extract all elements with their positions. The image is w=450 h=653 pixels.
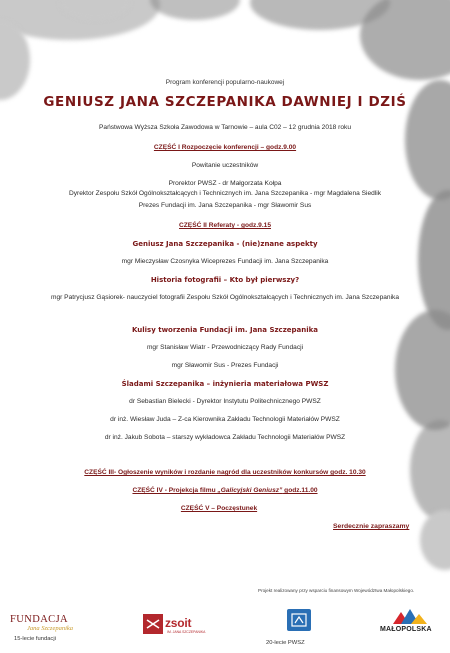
- malopolska-emblem-icon: [379, 606, 443, 626]
- speaker-line: dr inż. Jakub Sobota – starszy wykładowca Zakładu Technologii Materiałów PWSZ: [104, 434, 346, 441]
- part1-heading: CZĘŚĆ I Rozpoczęcie konferencji – godz.9.00: [153, 144, 297, 151]
- part4-heading: [0, 487, 450, 495]
- talk-title: Śladami Szczepanika – inżynieria materiałowa PWSZ: [121, 380, 329, 388]
- malopolska-logo-text: MAŁOPOLSKA: [380, 626, 432, 633]
- part3-heading: CZĘŚĆ III- Ogłoszenie wyników i rozdanie nagród dla uczestników konkursów godz. 10.30: [84, 469, 366, 476]
- program-subtitle: Program konferencji popularno-naukowej: [165, 79, 285, 86]
- talk-title: Historia fotografii – Kto był pierwszy?: [150, 276, 300, 284]
- speaker-line: mgr Mieczysław Czosnyka Wiceprezes Fundacji im. Jana Szczepanika: [121, 258, 329, 265]
- malopolska-logo: [379, 606, 443, 636]
- invitation-text: Serdecznie zapraszamy: [333, 523, 410, 530]
- part4-suffix: godz.11.00: [282, 487, 318, 494]
- funding-note: Projekt realizowany przy wsparciu finansowym Województwa Małopolskiego.: [258, 588, 415, 593]
- speaker-line: mgr Patrycjusz Gąsiorek- nauczyciel fotografii Zespołu Szkół Ogólnokształcących i Technicznych im. Jana Szczepanika: [50, 294, 400, 301]
- fundacja-caption: 15-lecie fundacji: [14, 636, 56, 642]
- talk-title: Kulisy tworzenia Fundacji im. Jana Szczepanika: [131, 326, 319, 334]
- speaker-line: dr inż. Wiesław Juda – Z-ca Kierownika Zakładu Technologii Materiałów PWSZ: [110, 416, 340, 423]
- pwsz-emblem-icon: [287, 609, 311, 631]
- fundacja-logo: [10, 612, 78, 636]
- fundacja-logo-script: Jana Szczepanika: [27, 625, 74, 632]
- speaker-line: dr Sebastian Bielecki - Dyrektor Instytutu Politechnicznego PWSZ: [129, 398, 321, 405]
- page-title: GENIUSZ JANA SZCZEPANIKA DAWNIEJ I DZIŚ: [43, 94, 407, 110]
- venue-line: Państwowa Wyższa Szkoła Zawodowa w Tarnowie – aula C02 – 12 grudnia 2018 roku: [99, 124, 351, 131]
- talk-title: Geniusz Jana Szczepanika - (nie)znane aspekty: [132, 240, 318, 248]
- speaker-line: Prorektor PWSZ - dr Małgorzata Kołpa: [168, 180, 282, 187]
- part2-heading: CZĘŚĆ II Referaty - godz.9.15: [179, 222, 271, 229]
- speaker-line: mgr Sławomir Sus - Prezes Fundacji: [171, 362, 279, 369]
- welcome-line: Powitanie uczestników: [191, 162, 259, 169]
- part4-prefix: CZĘŚĆ IV - Projekcja filmu: [132, 487, 218, 494]
- zsoit-logo-text: zsoit: [165, 616, 192, 630]
- speaker-line: mgr Stanisław Wiatr - Przewodniczący Rady Fundacji: [146, 344, 304, 351]
- zsoit-logo-sub: IM. JANA SZCZEPANIKA: [167, 630, 206, 634]
- pwsz-caption: 20-lecie PWSZ: [266, 640, 305, 646]
- part5-heading: CZĘŚĆ V – Poczęstunek: [180, 505, 258, 512]
- speaker-line: Prezes Fundacji im. Jana Szczepanika - mgr Sławomir Sus: [138, 202, 312, 209]
- fundacja-logo-text: FUNDACJA: [10, 614, 69, 625]
- zsoit-logo: [143, 614, 215, 640]
- speaker-line: Dyrektor Zespołu Szkół Ogólnokształcących i Technicznych im. Jana Szczepanika - mgr Magdalena Siedlik: [68, 190, 382, 197]
- film-title: „Galicyjski Geniusz”: [217, 487, 283, 494]
- zsoit-mark-icon: [143, 614, 163, 634]
- pwsz-logo: [287, 609, 313, 633]
